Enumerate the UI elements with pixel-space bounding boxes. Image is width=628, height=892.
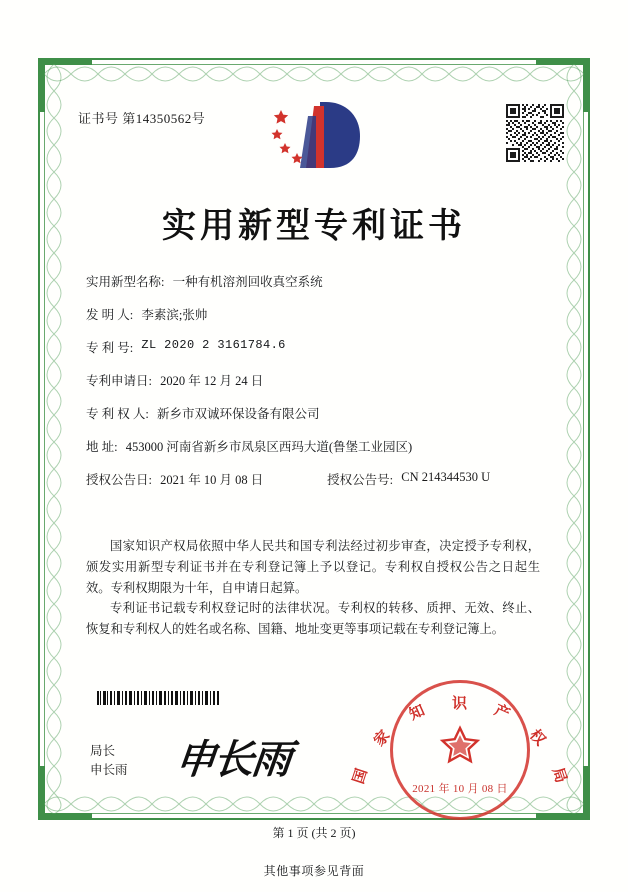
- director-signature-block: [90, 742, 128, 780]
- official-seal: [351, 680, 569, 820]
- director-label: 局长: [90, 744, 116, 758]
- field-row-patent-number: [86, 338, 542, 371]
- barcode: [97, 691, 219, 705]
- field-label: 发 明 人:: [86, 308, 134, 322]
- certificate-number: 证书号 第14350562号: [78, 111, 206, 126]
- field-label: 专 利 权 人:: [86, 407, 149, 421]
- guilloche-pattern-top: [44, 60, 584, 88]
- seal-date: 2021 年 10 月 08 日: [412, 783, 508, 795]
- field-label: 专利申请日:: [86, 374, 152, 388]
- guilloche-pattern-left: [40, 64, 68, 814]
- legal-paragraph-2: 专利证书记载专利权登记时的法律状况。专利权的转移、质押、无效、终止、恢复和专利权人的姓名或名称、国籍、地址变更等事项记载在专利登记簿上。: [86, 601, 540, 636]
- seal-ring-text: 国 家 知 识 产 权 局: [351, 696, 569, 786]
- field-row-address: [86, 437, 542, 470]
- grant-date-group: [86, 470, 324, 488]
- page-title: 实用新型专利证书: [162, 208, 466, 245]
- field-row-utility-model-name: [86, 272, 542, 305]
- field-value: 李素滨;张帅: [141, 308, 208, 322]
- field-label: 地 址:: [86, 440, 118, 454]
- field-row-application-date: [86, 371, 542, 404]
- field-label: 授权公告号:: [327, 473, 394, 487]
- field-row-inventor: [86, 305, 542, 338]
- field-label: 专 利 号:: [86, 341, 134, 355]
- field-value: 一种有机溶剂回收真空系统: [172, 275, 323, 289]
- page-number: 第 1 页 (共 2 页): [272, 826, 356, 840]
- field-value: 453000 河南省新乡市凤泉区西玛大道(鲁堡工业园区): [125, 440, 413, 454]
- field-value: 新乡市双诚环保设备有限公司: [156, 407, 320, 421]
- field-value: CN 214344530 U: [401, 470, 491, 484]
- field-row-patentee: [86, 404, 542, 437]
- field-value: 2021 年 10 月 08 日: [160, 473, 264, 487]
- field-value: 2020 年 12 月 24 日: [160, 374, 264, 388]
- director-name: 申长雨: [90, 763, 128, 777]
- handwritten-signature: 申长雨: [173, 737, 293, 782]
- legal-paragraph-1: 国家知识产权局依照中华人民共和国专利法经过初步审查，决定授予专利权，颁发实用新型专利证书并在专利登记簿上予以登记。专利权自授权公告之日起生效。专利权期限为十年，自申请日起算。: [86, 539, 540, 595]
- field-value: ZL 2020 2 3161784.6: [141, 338, 286, 352]
- footer-note: 其他事项参见背面: [263, 864, 365, 878]
- grant-publication-group: [327, 470, 490, 488]
- field-label: 实用新型名称:: [86, 275, 165, 289]
- qr-code: [506, 104, 564, 162]
- field-row-grant-info: [86, 470, 542, 503]
- field-label: 授权公告日:: [86, 473, 152, 487]
- patent-office-logo: [268, 96, 364, 174]
- guilloche-pattern-right: [560, 64, 588, 814]
- certificate-fields: [86, 272, 542, 503]
